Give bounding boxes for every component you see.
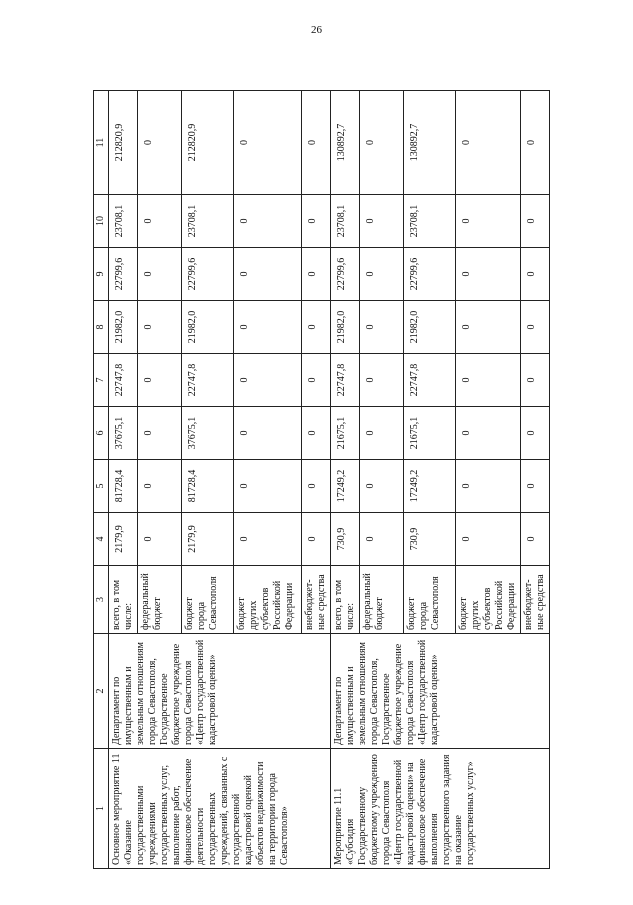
amount-cell: 0 <box>359 300 403 353</box>
amount-cell: 37675,1 <box>181 406 233 459</box>
funding-source: федеральный бюджет <box>137 565 181 633</box>
amount-cell: 0 <box>137 194 181 247</box>
amount-cell: 0 <box>233 300 301 353</box>
amount-cell: 0 <box>520 90 549 194</box>
amount-cell: 0 <box>359 247 403 300</box>
amount-cell: 22747,8 <box>330 353 359 406</box>
amount-cell: 0 <box>455 300 520 353</box>
amount-cell: 21675,1 <box>330 406 359 459</box>
column-header-2: 2 <box>93 633 108 748</box>
amount-cell: 17249,2 <box>403 459 455 512</box>
amount-cell: 21982,0 <box>330 300 359 353</box>
amount-cell: 22799,6 <box>403 247 455 300</box>
budget-table <box>93 90 550 869</box>
amount-cell: 22747,8 <box>403 353 455 406</box>
amount-cell: 0 <box>301 194 330 247</box>
amount-cell: 0 <box>359 512 403 565</box>
amount-cell: 0 <box>301 247 330 300</box>
table-row <box>108 90 137 868</box>
amount-cell: 0 <box>137 90 181 194</box>
amount-cell: 130892,7 <box>403 90 455 194</box>
amount-cell: 130892,7 <box>330 90 359 194</box>
responsible-executor: Департамент по имущественным и земельным отношениям города Севастополя, Государственное бюджетное учреждение города Севастополя «Центр государственной кадастровой оценки» <box>108 633 330 748</box>
amount-cell: 730,9 <box>403 512 455 565</box>
amount-cell: 22747,8 <box>181 353 233 406</box>
amount-cell: 0 <box>301 90 330 194</box>
amount-cell: 0 <box>233 406 301 459</box>
amount-cell: 0 <box>520 406 549 459</box>
amount-cell: 0 <box>520 247 549 300</box>
funding-source: бюджет других субъектов Российской Федерации <box>455 565 520 633</box>
amount-cell: 21982,0 <box>403 300 455 353</box>
column-header-9: 9 <box>93 247 108 300</box>
column-header-7: 7 <box>93 353 108 406</box>
column-header-5: 5 <box>93 459 108 512</box>
amount-cell: 0 <box>520 300 549 353</box>
amount-cell: 81728,4 <box>181 459 233 512</box>
amount-cell: 0 <box>359 353 403 406</box>
amount-cell: 0 <box>301 353 330 406</box>
amount-cell: 0 <box>301 300 330 353</box>
amount-cell: 0 <box>137 512 181 565</box>
funding-source: бюджет города Севастополя <box>403 565 455 633</box>
funding-source: всего, в том числе: <box>330 565 359 633</box>
amount-cell: 23708,1 <box>108 194 137 247</box>
amount-cell: 2179,9 <box>181 512 233 565</box>
amount-cell: 23708,1 <box>181 194 233 247</box>
amount-cell: 0 <box>520 459 549 512</box>
amount-cell: 2179,9 <box>108 512 137 565</box>
amount-cell: 0 <box>455 406 520 459</box>
amount-cell: 0 <box>359 459 403 512</box>
amount-cell: 0 <box>137 353 181 406</box>
amount-cell: 0 <box>359 406 403 459</box>
amount-cell: 22799,6 <box>181 247 233 300</box>
amount-cell: 21675,1 <box>403 406 455 459</box>
amount-cell: 23708,1 <box>403 194 455 247</box>
amount-cell: 17249,2 <box>330 459 359 512</box>
amount-cell: 0 <box>520 512 549 565</box>
amount-cell: 0 <box>455 459 520 512</box>
amount-cell: 0 <box>359 194 403 247</box>
funding-source: бюджет других субъектов Российской Федерации <box>233 565 301 633</box>
amount-cell: 0 <box>233 247 301 300</box>
column-header-11: 11 <box>93 90 108 194</box>
table-row <box>330 90 359 868</box>
amount-cell: 22747,8 <box>108 353 137 406</box>
rotated-table-wrapper <box>93 91 546 869</box>
amount-cell: 0 <box>455 353 520 406</box>
amount-cell: 0 <box>301 512 330 565</box>
amount-cell: 21982,0 <box>108 300 137 353</box>
column-header-3: 3 <box>93 565 108 633</box>
funding-source: внебюджет-ные средства <box>301 565 330 633</box>
column-header-4: 4 <box>93 512 108 565</box>
funding-source: внебюджет-ные средства <box>520 565 549 633</box>
amount-cell: 0 <box>137 459 181 512</box>
amount-cell: 0 <box>359 90 403 194</box>
amount-cell: 0 <box>137 406 181 459</box>
amount-cell: 0 <box>233 353 301 406</box>
amount-cell: 0 <box>233 459 301 512</box>
amount-cell: 37675,1 <box>108 406 137 459</box>
amount-cell: 0 <box>520 194 549 247</box>
amount-cell: 0 <box>137 247 181 300</box>
amount-cell: 730,9 <box>330 512 359 565</box>
amount-cell: 212820,9 <box>108 90 137 194</box>
amount-cell: 0 <box>301 459 330 512</box>
page-number: 26 <box>311 24 322 36</box>
funding-source: федеральный бюджет <box>359 565 403 633</box>
column-header-6: 6 <box>93 406 108 459</box>
amount-cell: 21982,0 <box>181 300 233 353</box>
amount-cell: 212820,9 <box>181 90 233 194</box>
amount-cell: 0 <box>455 90 520 194</box>
responsible-executor: Департамент по имущественным и земельным отношениям города Севастополя, Государственное бюджетное учреждение города Севастополя «Центр государственной кадастровой оценки» <box>330 633 549 748</box>
amount-cell: 22799,6 <box>330 247 359 300</box>
column-header-8: 8 <box>93 300 108 353</box>
activity-name: Мероприятие 11.1 «Субсидия Государственному бюджетному учреждению города Севастополя «Центр государственной кадастровой оценки» на финансовое обеспечение выполнения государственного задания на оказание государственных услуг» <box>330 748 549 868</box>
amount-cell: 0 <box>233 194 301 247</box>
amount-cell: 0 <box>455 194 520 247</box>
funding-source: бюджет города Севастополя <box>181 565 233 633</box>
amount-cell: 23708,1 <box>330 194 359 247</box>
activity-name: Основное мероприятие 11 «Оказание государственными учреждениями государственных услуг, выполнение работ, финансовое обеспечение деятельности государственных учреждений, связанных с государственной кадастровой оценкой объектов недвижимости на территории города Севастополя» <box>108 748 330 868</box>
amount-cell: 0 <box>520 353 549 406</box>
amount-cell: 0 <box>455 247 520 300</box>
amount-cell: 0 <box>301 406 330 459</box>
table-header-row <box>93 90 108 868</box>
amount-cell: 22799,6 <box>108 247 137 300</box>
amount-cell: 0 <box>455 512 520 565</box>
amount-cell: 0 <box>233 90 301 194</box>
amount-cell: 0 <box>233 512 301 565</box>
funding-source: всего, в том числе: <box>108 565 137 633</box>
table-body <box>108 90 549 868</box>
amount-cell: 0 <box>137 300 181 353</box>
column-header-1: 1 <box>93 748 108 868</box>
amount-cell: 81728,4 <box>108 459 137 512</box>
column-header-10: 10 <box>93 194 108 247</box>
